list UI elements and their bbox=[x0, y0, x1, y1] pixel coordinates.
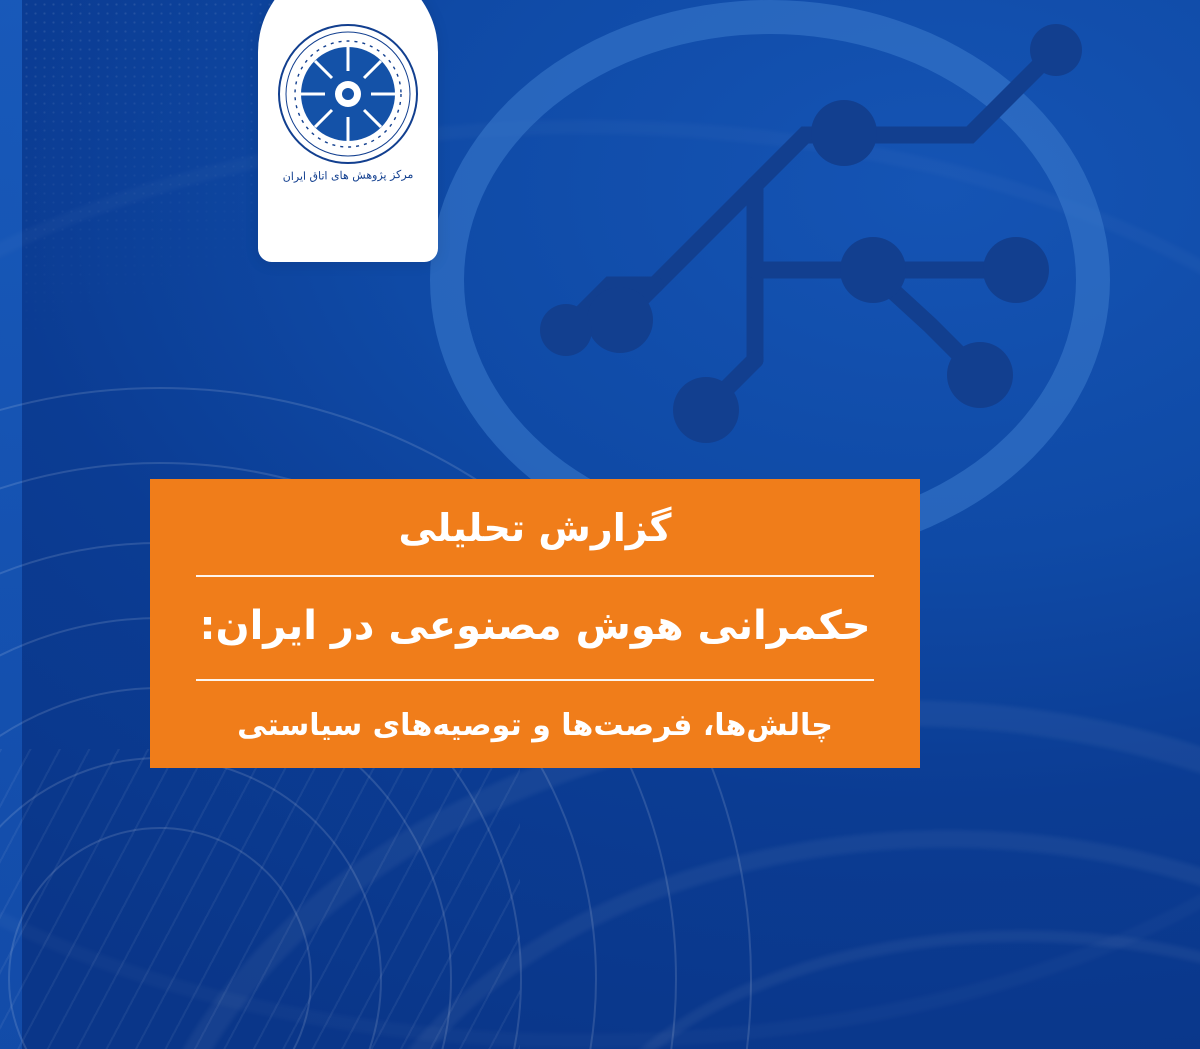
divider-top bbox=[196, 575, 874, 577]
report-subtitle: چالش‌ها، فرصت‌ها و توصیه‌های سیاستی bbox=[237, 707, 833, 743]
ai-network-circuit-illustration bbox=[410, 0, 1170, 560]
iran-chamber-of-commerce-seal bbox=[277, 23, 419, 165]
circuit-lines-svg bbox=[410, 0, 1170, 560]
publisher-caption: مرکز پژوهش های اتاق ایران bbox=[282, 167, 414, 184]
divider-bottom bbox=[196, 679, 874, 681]
report-title: حکمرانی هوش مصنوعی در ایران: bbox=[199, 603, 871, 649]
diagonal-hatch-pattern bbox=[0, 749, 520, 1049]
publisher-logo-plate bbox=[258, 0, 438, 262]
report-kicker: گزارش تحلیلی bbox=[398, 506, 672, 550]
title-block bbox=[150, 479, 920, 768]
